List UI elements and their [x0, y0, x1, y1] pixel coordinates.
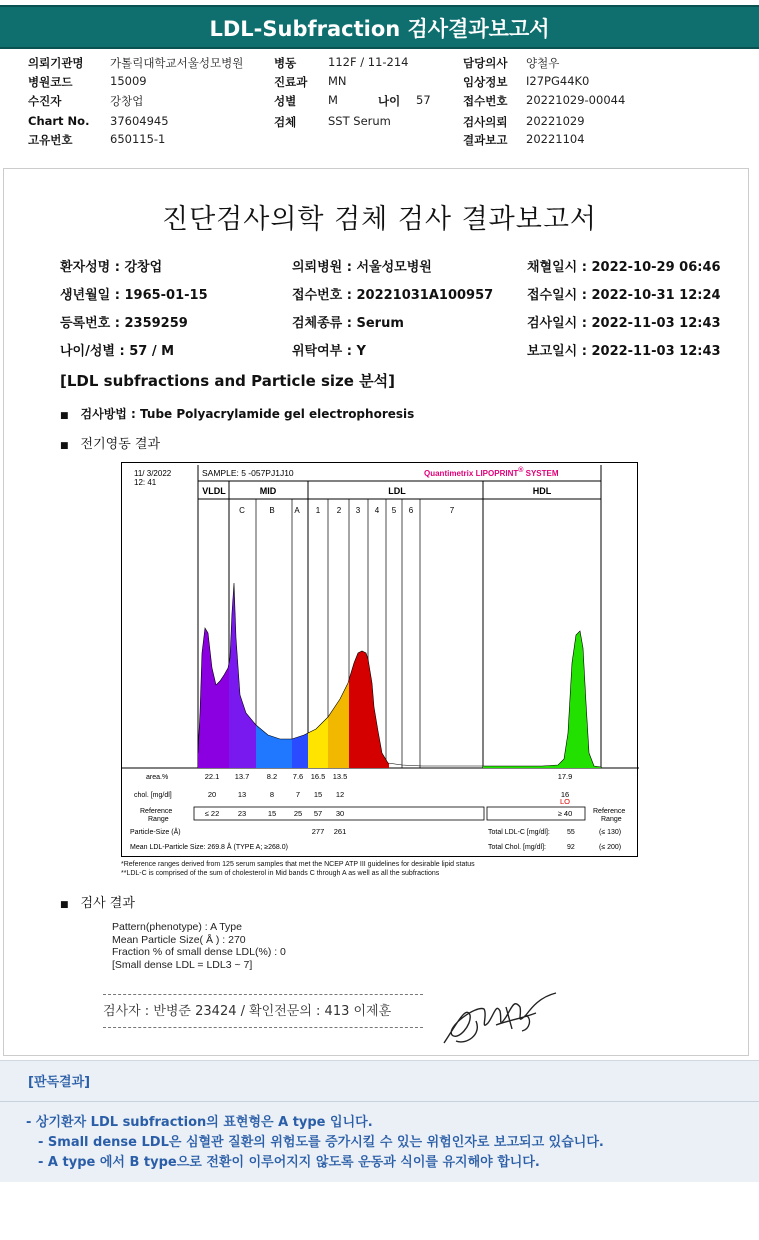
area-value: 8.2: [266, 772, 278, 781]
area-value: 13.7: [234, 772, 250, 781]
ref-value: 25: [293, 809, 303, 818]
patient-field: 생년월일 : 1965-01-15: [60, 288, 208, 303]
electrophoresis-svg: [122, 463, 639, 858]
interpretation-line: - A type 에서 B type으로 전환이 이루어지지 않도록 운동과 식이를 유지해야 합니다.: [38, 1155, 540, 1170]
label: 진료과: [274, 75, 308, 89]
value: M: [328, 93, 338, 107]
lipoprint-chart: [121, 462, 638, 857]
result-item: ■ 검사 결과: [60, 896, 135, 911]
patient-field: 검사일시 : 2022-11-03 12:43: [527, 316, 721, 331]
system-name-b: SYSTEM: [523, 469, 559, 478]
label: 의뢰기관명: [28, 56, 84, 70]
band-label: 5: [391, 506, 397, 515]
interpretation-title: [판독결과]: [28, 1075, 91, 1090]
label: 병원코드: [28, 75, 73, 89]
chol-value: 16: [560, 790, 570, 799]
label: 성별: [274, 94, 297, 108]
band-label: 4: [374, 506, 380, 515]
ref-label-right: [593, 808, 625, 823]
label: 수진자: [28, 94, 62, 108]
group-label: MID: [259, 486, 277, 496]
ref-value: 30: [335, 809, 345, 818]
fraction-fill: [328, 483, 349, 773]
method-item: ■ 검사방법 : Tube Polyacrylamide gel electrophoresis: [60, 407, 415, 421]
ref-value: ≥ 40: [557, 809, 573, 818]
value: 20221029-00044: [526, 93, 626, 107]
stamp-time: 12: 41: [134, 478, 157, 487]
patient-field: 채혈일시 : 2022-10-29 06:46: [527, 260, 721, 275]
stamp-date: 11/ 3/2022: [134, 469, 172, 478]
label: 임상정보: [463, 75, 508, 89]
interpretation-panel: [0, 1060, 759, 1182]
electro-text: 전기영동 결과: [80, 437, 160, 452]
hdl-flag: LO: [559, 797, 571, 806]
result-line: Fraction % of small dense LDL(%) : 0: [112, 946, 286, 958]
interpretation-line: - 상기환자 LDL subfraction의 표현형은 A type 입니다.: [26, 1115, 373, 1130]
band-label: 7: [449, 506, 455, 515]
total-ldl: 55: [567, 829, 575, 836]
label: 담당의사: [463, 56, 508, 70]
interpretation-line: - Small dense LDL은 심혈관 질환의 위험도를 증가시킬 수 있는 위험인자로 보고되고 있습니다.: [38, 1135, 604, 1150]
ref-value: 23: [237, 809, 247, 818]
age-value: 57: [416, 93, 431, 107]
mean-ldl: Mean LDL-Particle Size: 269.8 Å (TYPE A; ≥268.0): [130, 844, 288, 851]
chol-label: chol. [mg/dl]: [134, 792, 172, 799]
sample-id: SAMPLE: 5 -057PJ1J10: [202, 468, 294, 478]
label: 검체: [274, 115, 297, 129]
method-text: 검사방법 : Tube Polyacrylamide gel electrophoresis: [80, 407, 415, 421]
label: 고유번호: [28, 133, 73, 147]
band-label: A: [294, 506, 300, 515]
fraction-fill: [308, 483, 328, 773]
label: 검사의뢰: [463, 115, 508, 129]
total-chol-label: Total Chol. [mg/dl]:: [488, 844, 546, 851]
chol-value: 8: [269, 790, 275, 799]
area-value: 17.9: [557, 772, 573, 781]
ref-label-right-b: Range: [601, 816, 622, 823]
result-line: [Small dense LDL = LDL3 ~ 7]: [112, 958, 253, 971]
electro-item: ■ 전기영동 결과: [60, 437, 160, 452]
particle-size: 277: [311, 827, 325, 836]
value: 37604945: [110, 114, 169, 128]
system-name: [424, 466, 559, 478]
particle-label: Particle-Size (Å): [130, 829, 181, 836]
band-label: 2: [336, 506, 342, 515]
chol-value: 15: [313, 790, 323, 799]
group-label: LDL: [388, 486, 406, 496]
value: 650115-1: [110, 132, 166, 146]
band-label: C: [239, 506, 245, 515]
result-block: [112, 921, 286, 971]
value: 강창업: [110, 94, 144, 108]
fraction-fill: [349, 483, 389, 773]
area-value: 13.5: [332, 772, 348, 781]
ref-label-a: Reference: [140, 808, 173, 815]
value: MN: [328, 74, 347, 88]
value: 20221104: [526, 132, 585, 146]
group-label: HDL: [532, 486, 552, 496]
result-line: Pattern(phenotype) : A Type: [112, 921, 242, 933]
footnote: *Reference ranges derived from 125 serum samples that met the NCEP ATP III guidelines for desirable lipid status: [121, 861, 475, 868]
chol-value: 12: [335, 790, 345, 799]
band-label: B: [269, 506, 275, 515]
label: 접수번호: [463, 94, 508, 108]
fraction-fill: [292, 483, 308, 773]
label: 결과보고: [463, 133, 508, 147]
band-label: 3: [355, 506, 361, 515]
patient-field: 보고일시 : 2022-11-03 12:43: [527, 344, 721, 359]
total-chol: 92: [567, 844, 575, 851]
group-label: VLDL: [202, 486, 226, 496]
chol-value: 20: [207, 790, 217, 799]
value: SST Serum: [328, 114, 391, 128]
result-head: 검사 결과: [80, 896, 135, 911]
value: 양철우: [526, 56, 560, 70]
value: I27PG44K0: [526, 74, 590, 88]
value: 15009: [110, 74, 147, 88]
total-ldl-ref: (≤ 130): [599, 829, 622, 836]
area-value: 22.1: [204, 772, 220, 781]
ref-label: [140, 808, 172, 823]
patient-field: 의뢰병원 : 서울성모병원: [292, 260, 432, 275]
patient-field: 위탁여부 : Y: [292, 344, 366, 359]
ref-value: ≤ 22: [204, 809, 220, 818]
ref-value: 57: [313, 809, 323, 818]
label: Chart No.: [28, 114, 90, 128]
area-value: 16.5: [310, 772, 326, 781]
patient-field: 접수일시 : 2022-10-31 12:24: [527, 288, 721, 303]
chol-value: 13: [237, 790, 247, 799]
patient-field: 접수번호 : 20221031A100957: [292, 288, 494, 303]
band-label: 6: [408, 506, 414, 515]
fraction-fill: [229, 483, 256, 773]
age-label: 나이: [378, 94, 401, 108]
footnote: **LDL-C is comprised of the sum of cholesterol in Mid bands C through A as well as all the subfractions: [121, 870, 440, 877]
signature-line: 검사자 : 반병준 23424 / 확인전문의 : 413 이제훈: [103, 994, 423, 1028]
fraction-fill: [198, 483, 229, 773]
total-ldl-label: Total LDL-C [mg/dl]:: [488, 829, 550, 836]
system-name-reg: ®: [518, 467, 524, 474]
label: 병동: [274, 56, 297, 70]
total-chol-ref: (≤ 200): [599, 844, 622, 851]
band-label: 1: [315, 506, 321, 515]
report-banner: LDL-Subfraction 검사결과보고서: [0, 5, 759, 49]
value: 20221029: [526, 114, 585, 128]
value: 가톨릭대학교서울성모병원: [110, 56, 244, 70]
patient-field: 나이/성별 : 57 / M: [60, 344, 175, 359]
area-value: 7.6: [292, 772, 304, 781]
ref-label-b: Range: [148, 816, 169, 823]
section-title: [LDL subfractions and Particle size 분석]: [60, 372, 396, 390]
area-label: area.%: [146, 774, 169, 781]
result-line: Mean Particle Size( Å ) : 270: [112, 933, 246, 946]
signature-image: [436, 985, 566, 1051]
ref-label-right-a: Reference: [593, 808, 626, 815]
patient-field: 등록번호 : 2359259: [60, 316, 188, 331]
system-name-a: Quantimetrix LIPOPRINT: [424, 469, 519, 478]
patient-field: 검체종류 : Serum: [292, 316, 404, 331]
ref-value: 15: [267, 809, 277, 818]
particle-size: 261: [333, 827, 347, 836]
divider: [0, 1101, 759, 1102]
patient-field: 환자성명 : 강창업: [60, 260, 163, 275]
fraction-fill: [483, 483, 601, 773]
chol-value: 7: [295, 790, 301, 799]
value: 112F / 11-214: [328, 55, 409, 69]
page-title: 진단검사의학 검체 검사 결과보고서: [162, 204, 597, 235]
